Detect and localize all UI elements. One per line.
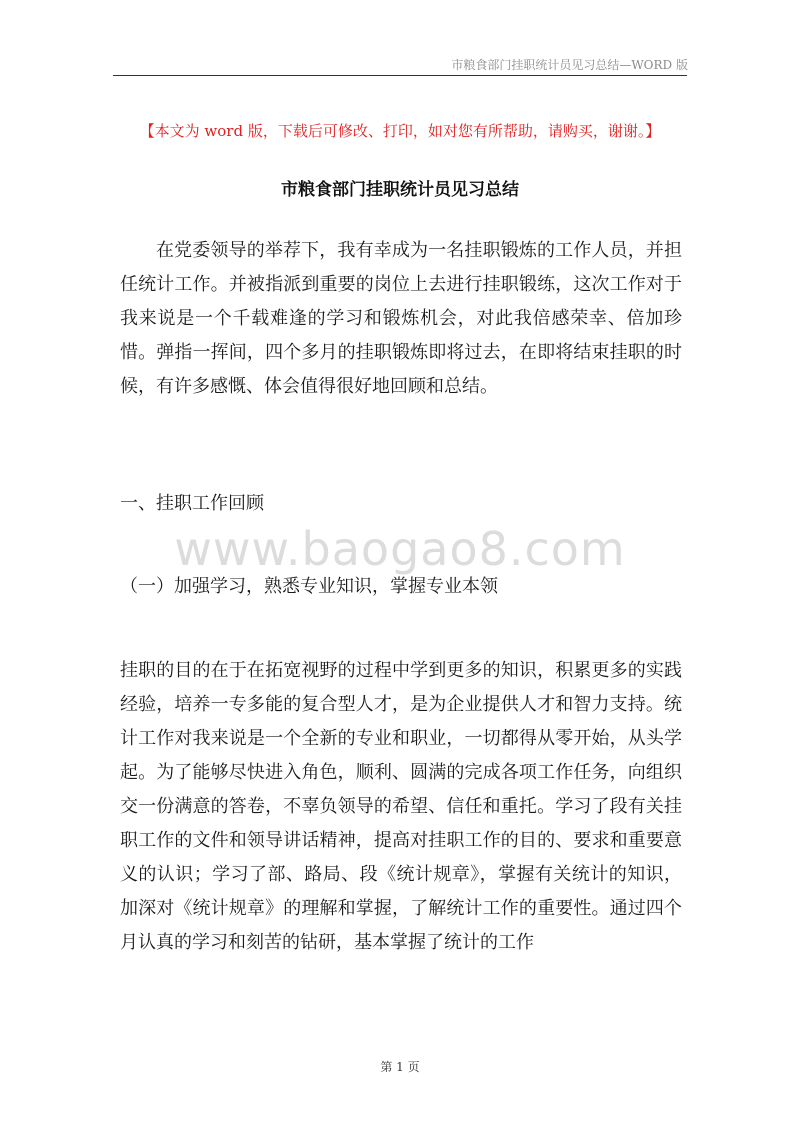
running-header: 市粮食部门挂职统计员见习总结—WORD 版 [451, 58, 688, 72]
purchase-notice: 【本文为 word 版，下载后可修改、打印，如对您有所帮助，请购买，谢谢。】 [139, 122, 661, 140]
subsection-heading: （一）加强学习，熟悉专业知识，掌握专业本领 [120, 576, 498, 597]
section-heading: 一、挂职工作回顾 [120, 493, 264, 514]
header-divider [113, 75, 687, 76]
intro-paragraph: 在党委领导的举荐下，我有幸成为一名挂职锻炼的工作人员，并担任统计工作。并被指派到重要的岗位上去进行挂职锻练，这次工作对于我来说是一个千载难逢的学习和锻炼机会，对此我倍感荣幸、倍加珍惜。弹指一挥间，四个多月的挂职锻炼即将过去，在即将结束挂职的时候，有许多感慨、体会值得很好地回顾和总结。 [120, 240, 682, 397]
watermark-logo: www.baogao8.com [174, 522, 626, 576]
body-paragraph: 挂职的目的在于在拓宽视野的过程中学到更多的知识，积累更多的实践经验，培养一专多能的复合型人才，是为企业提供人才和智力支持。统计工作对我来说是一个全新的专业和职业，一切都得从零开始，从头学起。为了能够尽快进入角色，顺利、圆满的完成各项工作任务，向组织交一份满意的答卷，不辜负领导的希望、信任和重托。学习了段有关挂职工作的文件和领导讲话精神，提高对挂职工作的目的、要求和重要意义的认识；学习了部、路局、段《统计规章》，掌握有关统计的知识，加深对《统计规章》的理解和掌握，了解统计工作的重要性。通过四个月认真的学习和刻苦的钻研，基本掌握了统计的工作 [120, 660, 682, 953]
document-title: 市粮食部门挂职统计员见习总结 [281, 180, 519, 200]
page-number: 第 1 页 [380, 1060, 420, 1074]
